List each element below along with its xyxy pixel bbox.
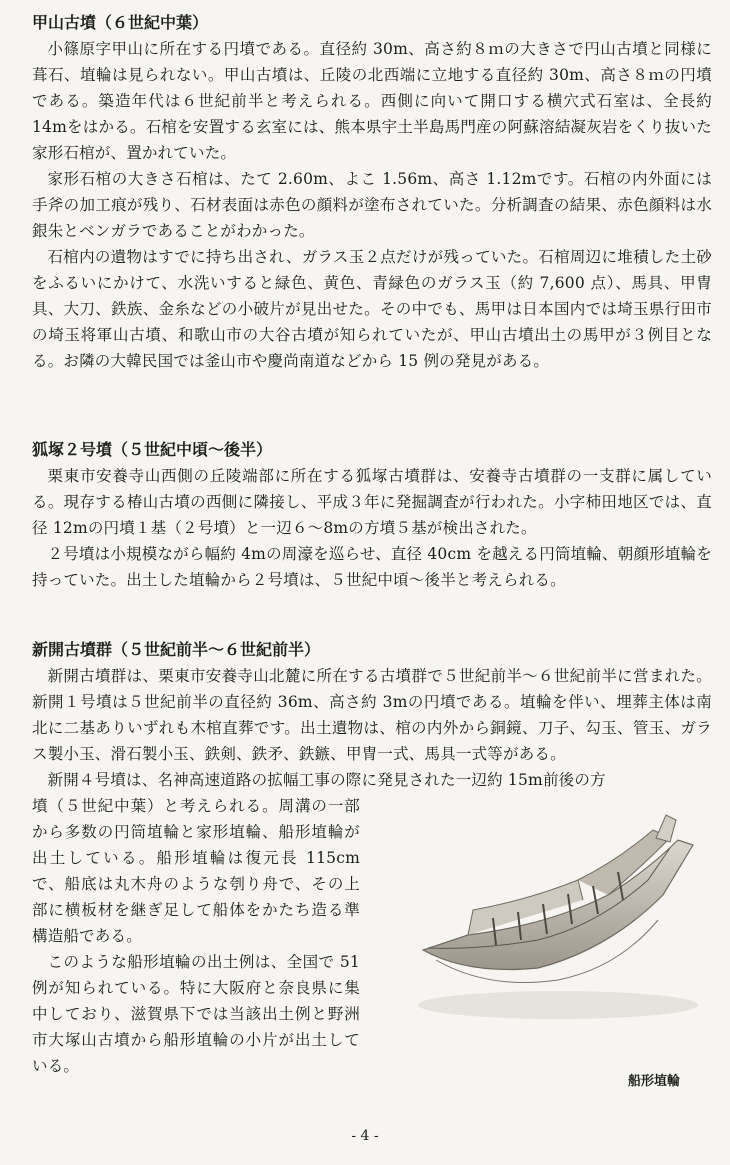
section-heading: 狐塚２号墳（５世紀中頃～後半）: [32, 440, 273, 459]
paragraph: 新開古墳群は、栗東市安養寺山北麓に所在する古墳群で５世紀前半～６世紀前半に営まれた。新開１号墳は５世紀前半の直径約 36m、高さ約 3mの円墳である。埴輪を伴い、埋葬主体は南北に二基ありいずれも木棺直葬です。出土遺物は、棺の内外から銅鏡、刀子、勾玉、管玉、ガラス製小玉、滑石製小玉、鉄剣、鉄矛、鉄鏃、甲冑一式、馬具一式等がある。: [32, 667, 712, 763]
figure-caption: 船形埴輪: [628, 1074, 681, 1089]
section-kitsunezuka-2: [32, 437, 712, 593]
paragraph: このような船形埴輪の出土例は、全国で 51 例が知られている。特に大阪府と奈良県に集中しており、滋賀県下では当該出土例と野洲市大塚山古墳から船形埴輪の小片が出土している。: [32, 953, 360, 1075]
paragraph: 石棺内の遺物はすでに持ち出され、ガラス玉２点だけが残っていた。石棺周辺に堆積した土砂をふるいにかけて、水洗いすると緑色、黄色、青緑色のガラス玉（約 7,600 点）、馬具、甲冑具、大刀、鉄族、金糸などの小破片が見出せた。その中でも、馬甲は日本国内では埼玉県行田市の埼玉将軍山古墳、和歌山市の大谷古墳が知られていたが、甲山古墳出土の馬甲が３例目となる。お隣の大韓民国では釜山市や慶尚南道などから 15 例の発見がある。: [32, 248, 712, 370]
page-number: - 4 -: [351, 1128, 379, 1144]
section-heading: 甲山古墳（６世紀中葉）: [32, 13, 209, 32]
paragraph: 家形石棺の大きさ石棺は、たて 2.60m、よこ 1.56m、高さ 1.12mです。石棺の内外面には手斧の加工痕が残り、石材表面は赤色の顔料が塗布されていた。分析調査の結果、赤色顔料は水銀朱とベンガラであることがわかった。: [32, 170, 712, 240]
paragraph: 新開４号墳は、名神高速道路の拡幅工事の際に発見された一辺約 15m前後の方: [47, 771, 606, 789]
section-koyama-kofun: [32, 10, 712, 374]
paragraph: ２号墳は小規模ながら幅約 4mの周濠を巡らせ、直径 40cm を越える円筒埴輪、朝顔形埴輪を持っていた。出土した埴輪から２号墳は、５世紀中頃～後半と考えられる。: [32, 545, 712, 589]
paragraph: 小篠原字甲山に所在する円墳である。直径約 30m、高さ約８ｍの大きさで円山古墳と同様に葺石、埴輪は見られない。甲山古墳は、丘陵の北西端に立地する直径約 30m、高さ８ｍの円墳である。築造年代は６世紀前半と考えられる。西側に向いて開口する横穴式石室は、全長約 14mをはかる。石棺を安置する玄室には、熊本県宇土半島馬門産の阿蘇溶結凝灰岩をくり抜いた家形石棺が、置かれていた。: [32, 40, 712, 162]
section-heading: 新開古墳群（５世紀前半～６世紀前半）: [32, 640, 321, 659]
paragraph: 栗東市安養寺山西側の丘陵端部に所在する狐塚古墳群は、安養寺古墳群の一支群に属している。現存する椿山古墳の西側に隣接し、平成３年に発掘調査が行われた。小字柿田地区では、直径 12mの円墳１基（２号墳）と一辺６～8mの方墳５基が検出された。: [32, 467, 712, 537]
paragraph: 墳（５世紀中葉）と考えられる。周溝の一部から多数の円筒埴輪と家形埴輪、船形埴輪が出土している。船形埴輪は復元長 115cm で、船底は丸木舟のような刳り舟で、その上部に横板材を継ぎ足して船体をかたち造る準構造船である。: [32, 797, 360, 945]
boat-shaped-haniwa-photo: [408, 800, 708, 1030]
